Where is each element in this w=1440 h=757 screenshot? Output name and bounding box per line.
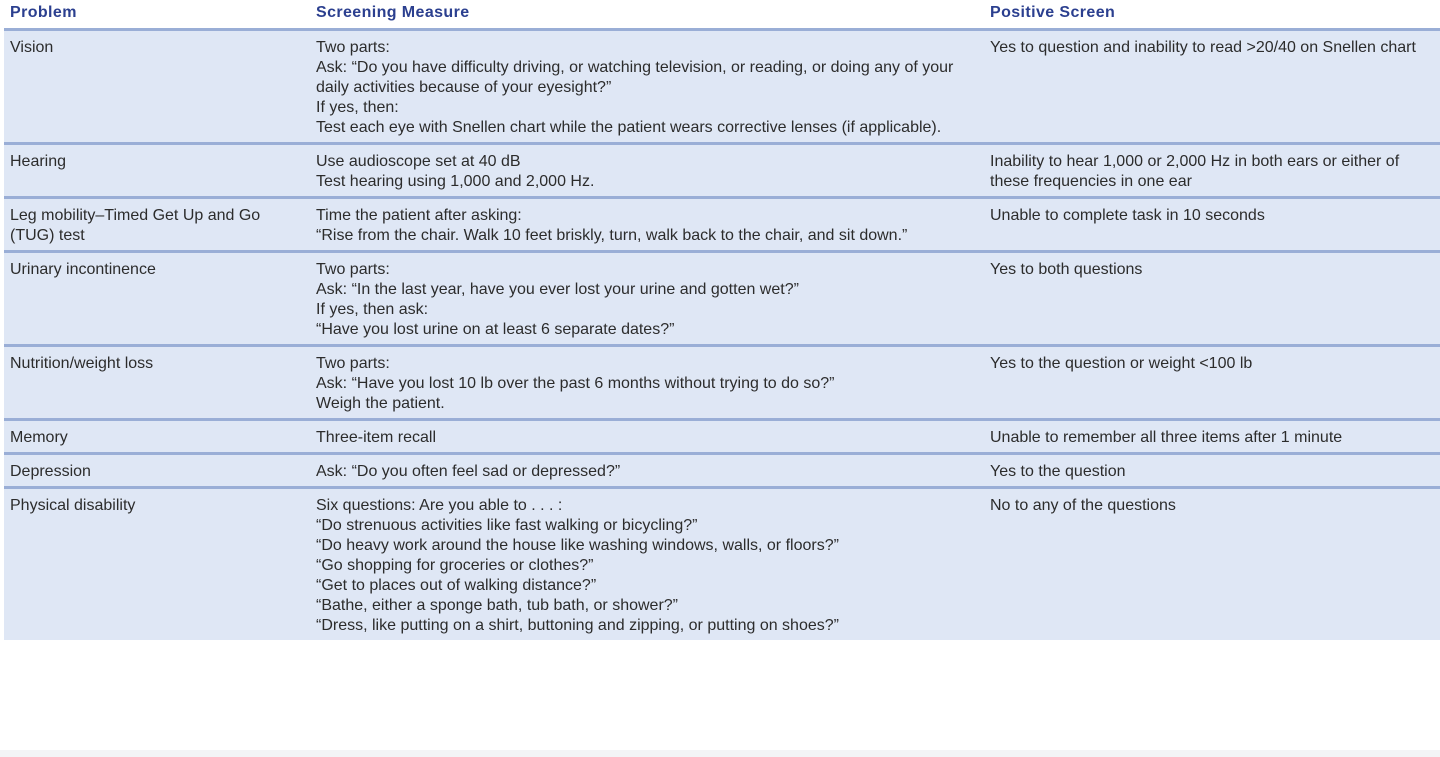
measure-line: Ask: “Do you often feel sad or depressed?” (316, 463, 621, 480)
measure-cell (310, 454, 984, 488)
problem-cell: Urinary incontinence (4, 252, 310, 346)
measure-line: Time the patient after asking: (316, 207, 522, 224)
measure-cell (310, 144, 984, 198)
measure-line: “Have you lost urine on at least 6 separate dates?” (316, 321, 675, 338)
measure-line: Weigh the patient. (316, 395, 445, 412)
measure-line: Ask: “In the last year, have you ever lost your urine and gotten wet?” (316, 281, 799, 298)
header-row (4, 0, 1440, 30)
measure-line: If yes, then: (316, 99, 399, 116)
measure-line: If yes, then ask: (316, 301, 429, 318)
measure-line: “Dress, like putting on a shirt, buttoning and zipping, or putting on shoes?” (316, 617, 839, 634)
measure-cell (310, 346, 984, 420)
measure-line: “Bathe, either a sponge bath, tub bath, or shower?” (316, 597, 679, 614)
problem-cell: Memory (4, 420, 310, 454)
positive-cell: Inability to hear 1,000 or 2,000 Hz in both ears or either of these frequencies in one ear (984, 144, 1440, 198)
problem-cell: Hearing (4, 144, 310, 198)
positive-cell: Yes to the question or weight <100 lb (984, 346, 1440, 420)
measure-cell (310, 198, 984, 252)
table-row (4, 144, 1440, 198)
problem-cell: Vision (4, 30, 310, 144)
positive-cell: No to any of the questions (984, 488, 1440, 641)
positive-cell: Yes to both questions (984, 252, 1440, 346)
measure-line: Two parts: (316, 355, 390, 372)
table-row (4, 488, 1440, 641)
measure-line: “Go shopping for groceries or clothes?” (316, 557, 594, 574)
positive-cell: Yes to the question (984, 454, 1440, 488)
measure-line: “Do strenuous activities like fast walking or bicycling?” (316, 517, 698, 534)
measure-line: Ask: “Do you have difficulty driving, or watching television, or reading, or doing any of your daily activities because of your eyesight?” (316, 59, 954, 96)
problem-cell: Leg mobility–Timed Get Up and Go (TUG) test (4, 198, 310, 252)
measure-line: “Do heavy work around the house like washing windows, walls, or floors?” (316, 537, 839, 554)
table-row (4, 420, 1440, 454)
header-problem: Problem (4, 0, 310, 30)
header-screening-measure: Screening Measure (310, 0, 984, 30)
measure-cell (310, 488, 984, 641)
table-header (4, 0, 1440, 30)
positive-cell: Unable to complete task in 10 seconds (984, 198, 1440, 252)
measure-line: Three-item recall (316, 429, 437, 446)
measure-line: “Get to places out of walking distance?” (316, 577, 597, 594)
table-row (4, 30, 1440, 144)
table-row (4, 454, 1440, 488)
positive-cell: Unable to remember all three items after 1 minute (984, 420, 1440, 454)
table-row (4, 346, 1440, 420)
measure-line: “Rise from the chair. Walk 10 feet briskly, turn, walk back to the chair, and sit down.” (316, 227, 908, 244)
screening-table (4, 0, 1440, 640)
measure-cell (310, 252, 984, 346)
measure-line: Test each eye with Snellen chart while the patient wears corrective lenses (if applicable). (316, 119, 942, 136)
measure-cell (310, 30, 984, 144)
measure-cell (310, 420, 984, 454)
measure-line: Use audioscope set at 40 dB (316, 153, 521, 170)
problem-cell: Physical disability (4, 488, 310, 641)
table-row (4, 252, 1440, 346)
measure-line: Test hearing using 1,000 and 2,000 Hz. (316, 173, 595, 190)
table-body (4, 30, 1440, 641)
measure-line: Ask: “Have you lost 10 lb over the past 6 months without trying to do so?” (316, 375, 835, 392)
measure-line: Six questions: Are you able to . . . : (316, 497, 563, 514)
measure-line: Two parts: (316, 261, 390, 278)
positive-cell: Yes to question and inability to read >20/40 on Snellen chart (984, 30, 1440, 144)
problem-cell: Nutrition/weight loss (4, 346, 310, 420)
measure-line: Two parts: (316, 39, 390, 56)
problem-cell: Depression (4, 454, 310, 488)
table-row (4, 198, 1440, 252)
header-positive-screen: Positive Screen (984, 0, 1440, 30)
bottom-edge-strip (0, 750, 1440, 757)
